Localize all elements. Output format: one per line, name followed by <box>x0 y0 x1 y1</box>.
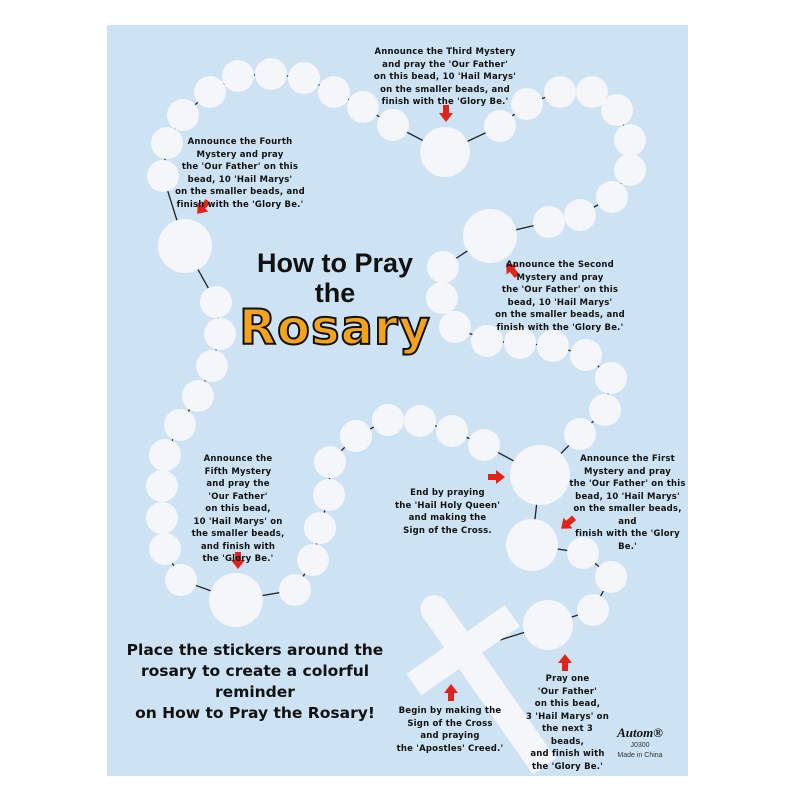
hail-mary-bead <box>533 206 565 238</box>
hail-mary-bead <box>436 415 468 447</box>
hail-mary-bead <box>614 124 646 156</box>
arrow-shape <box>444 684 458 701</box>
arrow-shape <box>558 654 572 671</box>
hail-mary-bead <box>595 362 627 394</box>
hail-mary-bead <box>279 574 311 606</box>
hail-mary-bead <box>601 94 633 126</box>
our-father-bead <box>463 209 517 263</box>
instruction-first-mystery: Announce the First Mystery and pray the 'Our Father' on this bead, 10 'Hail Marys' on the smaller beads, and finish with the 'Glory Be.' <box>569 454 686 552</box>
hail-mary-bead <box>596 181 628 213</box>
title-line-2: the <box>314 278 356 308</box>
hail-mary-bead <box>146 502 178 534</box>
hail-mary-bead <box>564 199 596 231</box>
red-arrow-icon <box>444 684 458 701</box>
our-father-bead <box>420 127 470 177</box>
hail-mary-bead <box>167 99 199 131</box>
hail-mary-bead <box>146 470 178 502</box>
hail-mary-bead <box>297 544 329 576</box>
brand-logo: Autom® <box>617 725 663 740</box>
instruction-third-mystery: Announce the Third Mystery and pray the 'Our Father' on this bead, 10 'Hail Marys' on the smaller beads, and finish with the 'Glory Be.' <box>373 47 517 107</box>
instruction-fifth-mystery: Announce the Fifth Mystery and pray the 'Our Father' on this bead, 10 'Hail Marys' on the smaller beads, and finish with the 'Glory Be.' <box>191 454 285 564</box>
our-father-bead <box>158 219 212 273</box>
hail-mary-bead <box>314 446 346 478</box>
hail-mary-bead <box>288 62 320 94</box>
our-father-bead <box>209 573 263 627</box>
instruction-second-mystery: Announce the Second Mystery and pray the 'Our Father' on this bead, 10 'Hail Marys' on the smaller beads, and finish with the 'Glory Be.' <box>495 260 625 333</box>
hail-mary-bead <box>149 533 181 565</box>
hail-mary-bead <box>182 380 214 412</box>
red-arrow-icon <box>558 654 572 671</box>
hail-mary-bead <box>577 594 609 626</box>
origin-label: Made in China <box>617 752 663 759</box>
sticker-instructions: Place the stickers around the rosary to create a colorful reminder on How to Pray the Rosary! <box>126 641 384 722</box>
instruction-pray-one: Pray one 'Our Father' on this bead, 3 'Hail Marys' on the next 3 beads, and finish with the 'Glory Be.' <box>526 674 609 772</box>
product-code: J0300 <box>630 742 650 749</box>
hail-mary-bead <box>340 420 372 452</box>
our-father-bead <box>506 519 558 571</box>
title-rosary: Rosary <box>239 300 431 356</box>
hail-mary-bead <box>595 561 627 593</box>
hail-mary-bead <box>304 512 336 544</box>
hail-mary-bead <box>537 330 569 362</box>
hail-mary-bead <box>377 109 409 141</box>
our-father-bead <box>510 445 570 505</box>
red-arrow-icon <box>488 470 505 484</box>
hail-mary-bead <box>484 110 516 142</box>
hail-mary-bead <box>255 58 287 90</box>
hail-mary-bead <box>194 76 226 108</box>
hail-mary-bead <box>165 564 197 596</box>
hail-mary-bead <box>468 429 500 461</box>
hail-mary-bead <box>614 154 646 186</box>
our-father-bead <box>523 600 573 650</box>
crucifix-part <box>407 605 520 695</box>
arrow-shape <box>488 470 505 484</box>
hail-mary-bead <box>404 405 436 437</box>
instruction-end: End by praying the 'Hail Holy Queen' and making the Sign of the Cross. <box>394 488 501 536</box>
hail-mary-bead <box>544 76 576 108</box>
hail-mary-bead <box>318 76 350 108</box>
hail-mary-bead <box>372 404 404 436</box>
hail-mary-bead <box>570 339 602 371</box>
hail-mary-bead <box>149 439 181 471</box>
instruction-begin: Begin by making the Sign of the Cross and praying the 'Apostles' Creed.' <box>396 706 504 754</box>
instruction-fourth-mystery: Announce the Fourth Mystery and pray the 'Our Father' on this bead, 10 'Hail Marys' on the smaller beads, and finish with the 'Glory Be.' <box>175 137 305 210</box>
hail-mary-bead <box>222 60 254 92</box>
hail-mary-bead <box>164 409 196 441</box>
hail-mary-bead <box>589 394 621 426</box>
hail-mary-bead <box>564 418 596 450</box>
title-line-1: How to Pray <box>256 248 414 278</box>
hail-mary-bead <box>313 479 345 511</box>
